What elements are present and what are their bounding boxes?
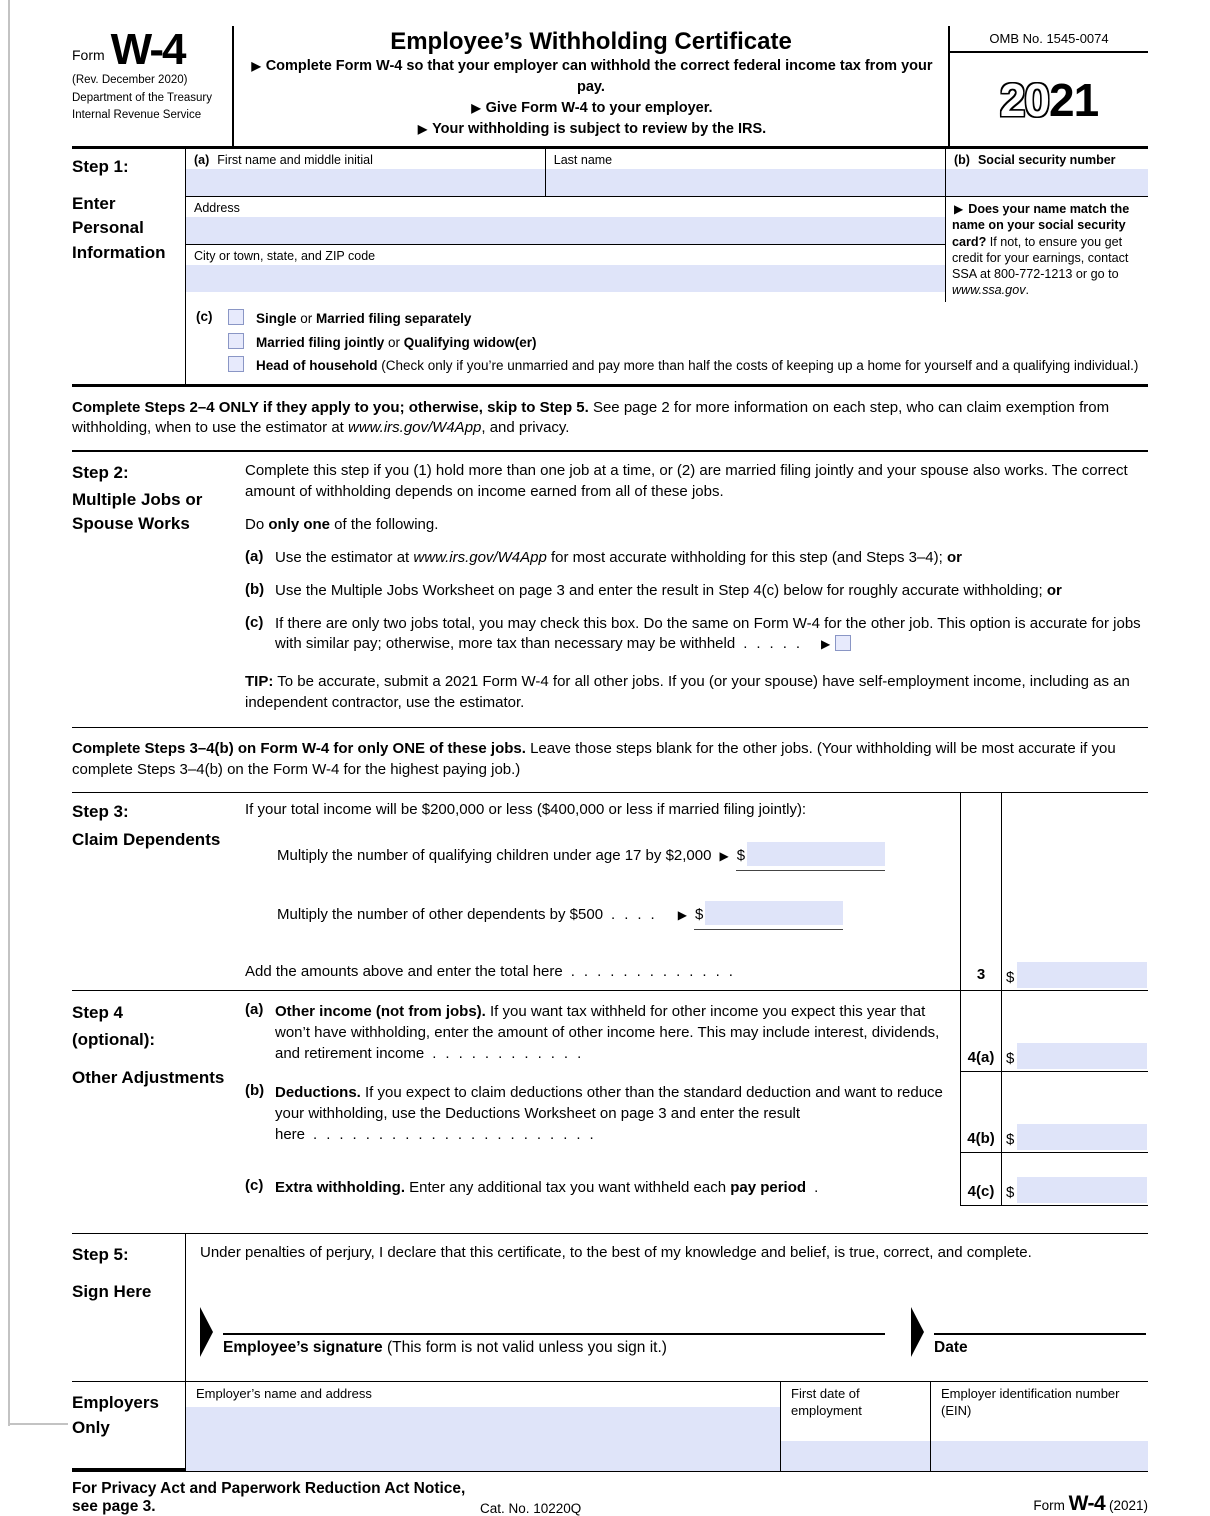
notice2-bold: Complete Steps 3–4(b) on Form W-4 for only ONE of these jobs. (72, 740, 526, 758)
signature-arrow-icon (200, 1307, 213, 1357)
step1-subtitle: Enter Personal Information (72, 193, 166, 262)
form-number: W-4 (110, 25, 185, 74)
signature-note: (This form is not valid unless you sign it.) (382, 1339, 667, 1357)
steps-2-4-notice (72, 387, 1148, 453)
option-married-jointly: Married filing jointly (256, 334, 385, 350)
step1-section (72, 149, 1148, 387)
total-dependents-amount-input[interactable] (1017, 962, 1147, 988)
step2c-prefix: (c) (245, 613, 264, 631)
form-word: Form (72, 46, 105, 63)
other-dependents-amount-input[interactable] (705, 901, 843, 925)
step3-label (72, 793, 245, 990)
form-title-block (232, 26, 948, 146)
dollar-sign: $ (1006, 1131, 1015, 1149)
step5-label (72, 1234, 185, 1381)
signature-label: Employee’s signature (223, 1339, 383, 1357)
form-id-block (72, 26, 232, 146)
last-name-label: Last name (553, 153, 613, 168)
privacy-notice: For Privacy Act and Paperwork Reduction Act Notice, see page 3. (72, 1480, 466, 1516)
w4app-link: www.irs.gov/W4App (348, 418, 482, 436)
step3-section (72, 793, 1148, 991)
step4-section (72, 991, 1148, 1206)
form-title: Employee’s Withholding Certificate (390, 28, 792, 55)
w4-form-page (72, 26, 1148, 1516)
dollar-sign: $ (1006, 1050, 1015, 1068)
deductions-input[interactable] (1017, 1124, 1147, 1150)
dollar-sign: $ (736, 847, 746, 865)
arrow-icon (819, 635, 835, 652)
step1c-prefix: (c) (196, 308, 213, 324)
notice1-text: See page 2 for more information on each step, who can claim exemption from withholding, when to use the estimator at (72, 398, 1110, 436)
step2-tip: TIP: To be accurate, submit a 2021 Form W-4 for all other jobs. If you (or your spouse) have self-employment income, including as an independent contractor, use the estimator. (245, 672, 1130, 711)
employer-name-address-input[interactable] (186, 1407, 780, 1471)
step1-title: Step 1: (72, 157, 129, 177)
option-or: or (296, 310, 317, 326)
arrow-icon (717, 847, 733, 864)
perjury-declaration: Under penalties of perjury, I declare that this certificate, to the best of my knowledge and belief, is true, correct, and complete. (200, 1244, 1032, 1262)
form-number: W-4 (1068, 1492, 1106, 1516)
step2-do-line: Do only one of the following. (245, 516, 439, 534)
married-jointly-checkbox[interactable] (228, 333, 244, 349)
form-revision: (Rev. December 2020) (72, 73, 188, 86)
option-or2: or (384, 334, 404, 350)
arrow-icon (416, 121, 432, 137)
step4c-row: (c) Extra withholding. Enter any additional tax you want withheld each pay period . 4(c) $ (245, 1153, 1148, 1206)
employers-only-section (72, 1382, 1148, 1472)
employers-label (72, 1382, 185, 1472)
step4c-row-number: 4(c) (960, 1153, 1002, 1206)
step5-section (72, 1233, 1148, 1382)
step4a-row-number: 4(a) (960, 991, 1002, 1072)
ssa-gov-link: www.ssa.gov (952, 282, 1026, 297)
step4b-prefix: (b) (245, 1082, 265, 1100)
date-input[interactable] (934, 1325, 1146, 1335)
first-date-label: First date of employment (791, 1386, 862, 1419)
date-label: Date (934, 1339, 968, 1357)
extra-withholding-input[interactable] (1017, 1177, 1147, 1203)
dollar-sign: $ (1006, 969, 1015, 987)
notice1-bold: Complete Steps 2–4 ONLY if they apply to you; otherwise, skip to Step 5. (72, 398, 589, 416)
step2b-prefix: (b) (245, 580, 265, 598)
page-edge-left (8, 0, 10, 1426)
dot-leader: . (814, 1179, 828, 1197)
ein-label: Employer identification number (EIN) (941, 1386, 1120, 1419)
head-of-household-checkbox[interactable] (228, 356, 244, 372)
qualifying-children-line: Multiply the number of qualifying children under age 17 by $2,000 ▶ $ (245, 842, 948, 871)
ein-input[interactable] (931, 1441, 1148, 1471)
date-arrow-icon (911, 1307, 924, 1357)
step3-title: Step 3: (72, 801, 129, 821)
option-hoh-note: (Check only if you’re unmarried and pay more than half the costs of keeping up a home for yourself and a qualifying individual.) (377, 358, 1139, 374)
step4c-prefix: (c) (245, 1177, 264, 1195)
ssa-note-text: If not, to ensure you get credit for your earnings, contact SSA at 800-772-1213 or go to (952, 234, 1129, 281)
first-name-input[interactable] (186, 169, 545, 196)
catalog-number: Cat. No. 10220Q (480, 1501, 582, 1516)
omb-number: OMB No. 1545-0074 (950, 26, 1148, 53)
form-header (72, 26, 1148, 149)
dot-leader: .... (611, 906, 664, 924)
dot-leader: ............. (570, 963, 742, 981)
qualifying-children-amount-input[interactable] (747, 842, 885, 866)
step3-subtitle: Claim Dependents (72, 830, 221, 850)
filing-status-options (186, 302, 1148, 384)
form-footer-id: Form W-4 (2021) (1033, 1492, 1148, 1516)
step2a-prefix: (a) (245, 548, 264, 566)
last-name-input[interactable] (546, 169, 945, 196)
step2b-item: (b) Use the Multiple Jobs Worksheet on page 3 and enter the result in Step 4(c) below for roughly accurate withholding; or (245, 581, 1148, 602)
step4-title: Step 4 (72, 1003, 124, 1023)
address-label: Address (194, 201, 240, 216)
step5-title: Step 5: (72, 1245, 129, 1265)
ssn-input[interactable] (946, 169, 1148, 196)
option-head-of-household: Head of household (256, 358, 378, 374)
step4-subtitle: (optional): (72, 1029, 156, 1049)
step2a-item: (a) Use the estimator at www.irs.gov/W4App for most accurate withholding for this step (and Steps 3–4); or (245, 548, 1148, 569)
address-input[interactable] (186, 217, 945, 244)
option-single: Single (256, 310, 297, 326)
page-footer (72, 1472, 1148, 1516)
steps-3-4b-notice (72, 728, 1148, 793)
dot-leader: ...................... (313, 1126, 603, 1144)
arrow-icon (676, 906, 692, 923)
dollar-sign: $ (1006, 1184, 1015, 1202)
other-income-input[interactable] (1017, 1043, 1147, 1069)
ssa-note-end: . (1025, 282, 1029, 297)
header-bullet-3: Your withholding is subject to review by the IRS. (432, 121, 767, 138)
first-date-input[interactable] (781, 1441, 930, 1471)
notice1-end: , and privacy. (481, 418, 570, 436)
two-jobs-checkbox[interactable] (835, 635, 851, 651)
step2-subtitle: Multiple Jobs or Spouse Works (72, 489, 203, 534)
step5-subtitle: Sign Here (72, 1281, 152, 1301)
step1-label (72, 149, 185, 384)
step3-intro: If your total income will be $200,000 or less ($400,000 or less if married filing jointly): (245, 800, 807, 818)
add-amounts-line: Add the amounts above and enter the total here ............. (245, 963, 742, 981)
form-department: Department of the Treasury (72, 91, 212, 104)
step2-section (72, 452, 1148, 728)
step1a-prefix: (a) (194, 153, 210, 168)
arrow-icon (249, 58, 265, 74)
step2-label (72, 452, 245, 727)
notice2-text: Leave those steps blank for the other jobs. (Your withholding will be most accurate if you complete Steps 3–4(b) on the Form W-4 for the highest paying job.) (72, 740, 1116, 778)
option-qualifying-widow: Qualifying widow(er) (403, 334, 537, 350)
city-label: City or town, state, and ZIP code (194, 249, 376, 264)
ssa-note (946, 197, 1148, 302)
step4b-row-number: 4(b) (960, 1072, 1002, 1153)
step4b-row: (b) Deductions. If you expect to claim deductions other than the standard deduction and want to reduce your withholding, use the Deductions Worksheet on page 3 and enter the result here ...................... 4(b) $ (245, 1072, 1148, 1153)
step3-row-number: 3 (960, 793, 1002, 990)
step4-label (72, 991, 245, 1206)
option-married-separately: Married filing separately (316, 310, 472, 326)
first-name-label: First name and middle initial (217, 153, 373, 168)
city-input[interactable] (186, 265, 945, 292)
single-or-married-separately-checkbox[interactable] (228, 309, 244, 325)
step4a-prefix: (a) (245, 1001, 264, 1019)
header-bullet-2: Give Form W-4 to your employer. (485, 100, 713, 117)
dollar-sign: $ (694, 906, 704, 924)
step1b-prefix: (b) (954, 153, 970, 168)
employer-name-label: Employer’s name and address (196, 1386, 372, 1402)
step2-title: Step 2: (72, 463, 129, 483)
dot-leader: ............ (432, 1045, 591, 1063)
w4app-link: www.irs.gov/W4App (413, 549, 547, 567)
year-outline: 20 (999, 73, 1049, 126)
header-bullet-1: Complete Form W-4 so that your employer can withhold the correct federal income tax from your pay. (265, 58, 933, 96)
step2c-item: (c) If there are only two jobs total, you may check this box. Do the same on Form W-4 for the other job. This option is accurate for jobs with similar pay; otherwise, more tax than necessary may be withheld .....▶ (245, 614, 1148, 655)
step2-intro: Complete this step if you (1) hold more than one job at a time, or (2) are married filing jointly and your spouse also works. The correct amount of withholding depends on income earned from all of these jobs. (245, 462, 1128, 500)
arrow-icon (469, 100, 485, 116)
employers-title: Employers Only (72, 1393, 159, 1437)
form-year (950, 53, 1148, 146)
step4a-row: (a) Other income (not from jobs). If you want tax withheld for other income you expect this year that won’t have withholding, enter the amount of other income here. This may include interest, dividends, and retirement income ............ 4(a) $ (245, 991, 1148, 1072)
other-dependents-line: Multiply the number of other dependents by $500 .... ▶ $ (245, 901, 948, 930)
omb-year-block (948, 26, 1148, 146)
ssa-note-bold: Does your name match the name on your social security card? (952, 202, 1130, 249)
dot-leader: ..... (743, 635, 810, 653)
year-solid: 21 (1049, 73, 1099, 126)
ssn-label: Social security number (977, 153, 1116, 168)
step4-subtitle2: Other Adjustments (72, 1068, 225, 1088)
form-service: Internal Revenue Service (72, 109, 202, 122)
page-edge-bottom (8, 1423, 68, 1425)
employee-signature-input[interactable] (223, 1325, 885, 1335)
arrow-icon (952, 202, 968, 216)
